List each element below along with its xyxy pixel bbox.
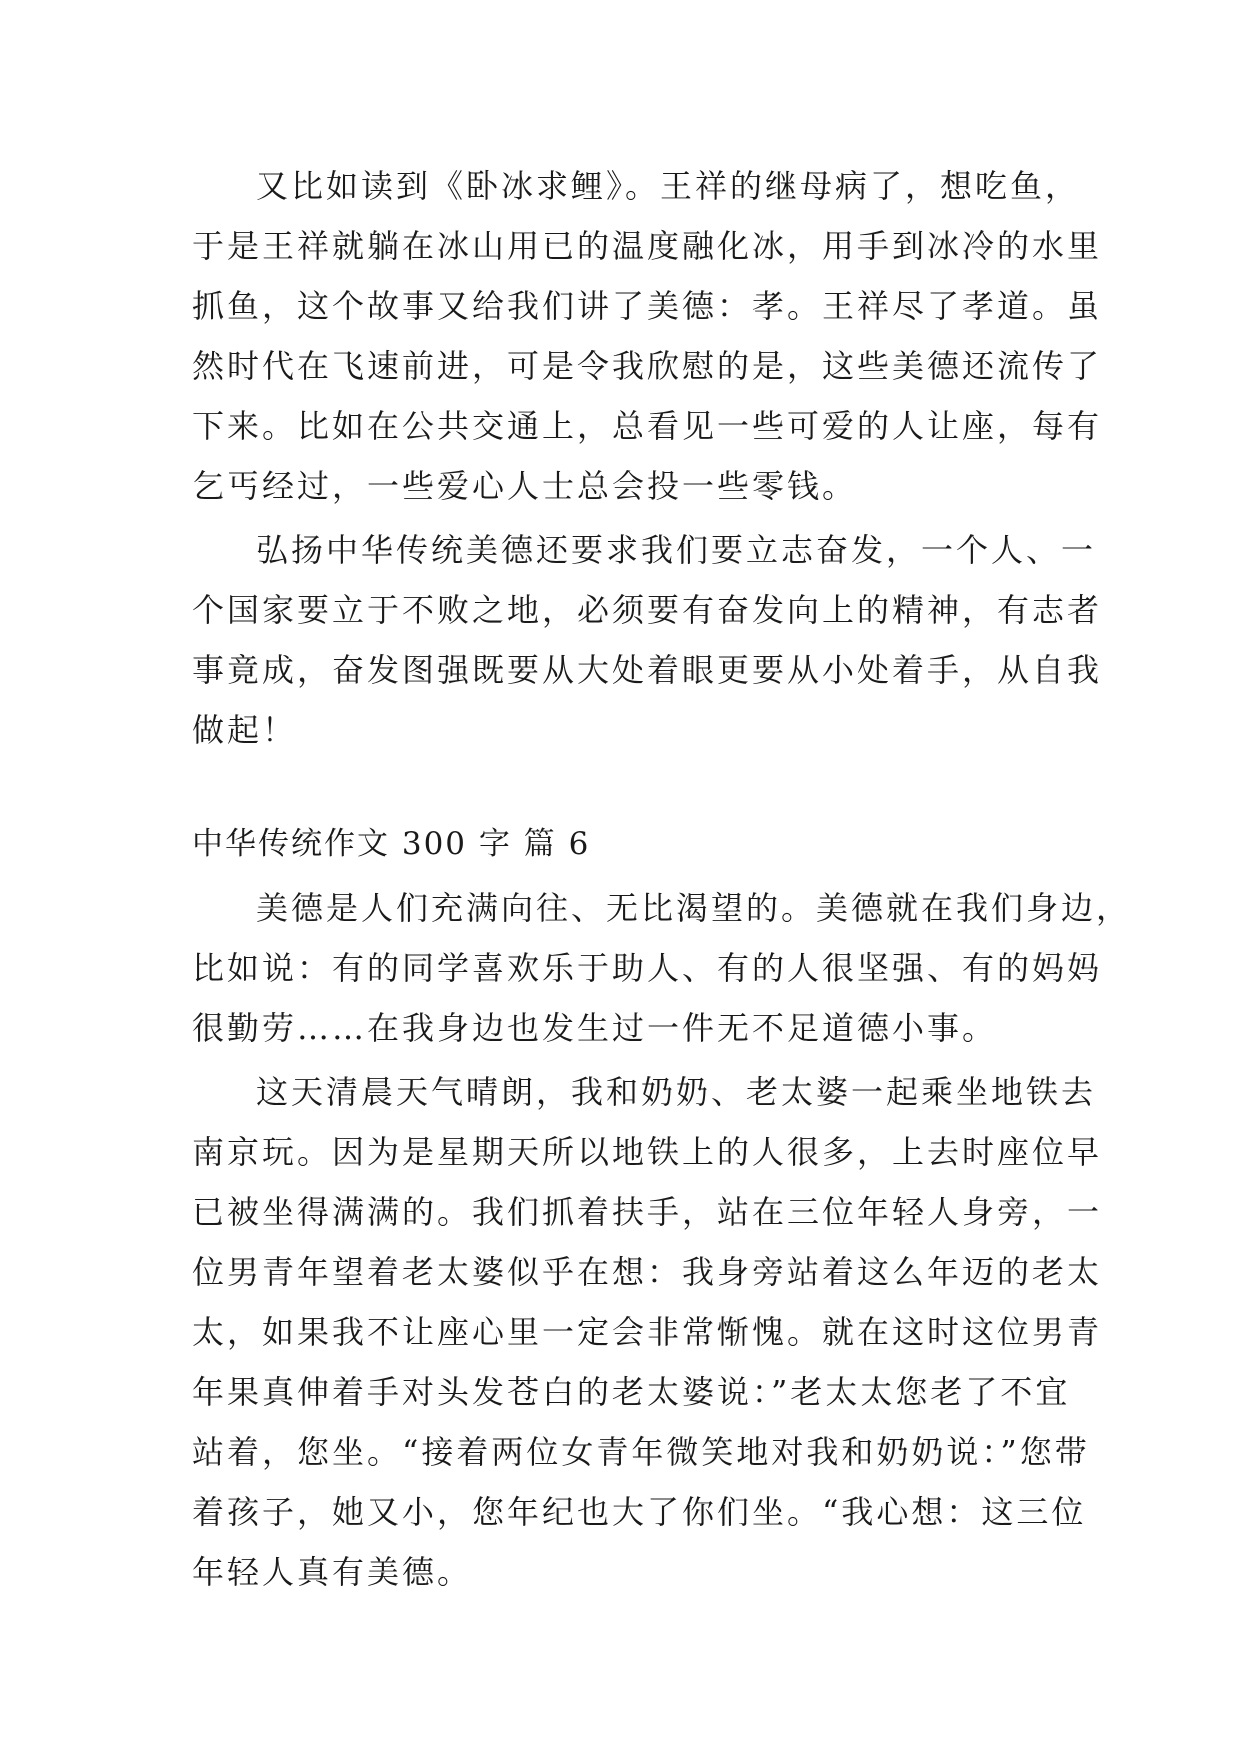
paragraph-line: 位男青年望着老太婆似乎在想：我身旁站着这么年迈的老太 [192,1253,1103,1291]
paragraph-line: 比如说：有的同学喜欢乐于助人、有的人很坚强、有的妈妈 [192,949,1103,987]
paragraph-line: 个国家要立于不败之地，必须要有奋发向上的精神，有志者 [192,591,1103,629]
paragraph-line: 年轻人真有美德。 [192,1553,473,1591]
paragraph-line: 太，如果我不让座心里一定会非常惭愧。就在这时这位男青 [192,1313,1103,1351]
paragraph-line: 站着，您坐。“接着两位女青年微笑地对我和奶奶说：”您带 [192,1433,1090,1471]
paragraph-line: 很勤劳……在我身边也发生过一件无不足道德小事。 [192,1009,998,1047]
paragraph-line: 弘扬中华传统美德还要求我们要立志奋发，一个人、一 [256,531,1097,569]
paragraph-line: 又比如读到《卧冰求鲤》。王祥的继母病了，想吃鱼， [256,167,1081,205]
paragraph-line: 乞丐经过，一些爱心人士总会投一些零钱。 [192,467,858,505]
paragraph-line: 已被坐得满满的。我们抓着扶手，站在三位年轻人身旁，一 [192,1193,1103,1231]
paragraph-line: 抓鱼，这个故事又给我们讲了美德：孝。王祥尽了孝道。虽 [192,287,1103,325]
paragraph-line: 做起！ [192,711,298,749]
paragraph-line: 于是王祥就躺在冰山用已的温度融化冰，用手到冰冷的水里 [192,227,1103,265]
paragraph-line: 下来。比如在公共交通上，总看见一些可爱的人让座，每有 [192,407,1103,445]
paragraph-line: 这天清晨天气晴朗，我和奶奶、老太婆一起乘坐地铁去 [256,1073,1097,1111]
paragraph-line: 美德是人们充满向往、无比渴望的。美德就在我们身边， [256,889,1132,927]
paragraph-line: 然时代在飞速前进，可是令我欣慰的是，这些美德还流传了 [192,347,1103,385]
paragraph-line: 南京玩。因为是星期天所以地铁上的人很多，上去时座位早 [192,1133,1103,1171]
paragraph-line: 年果真伸着手对头发苍白的老太婆说：”老太太您老了不宜 [192,1373,1071,1411]
section-heading: 中华传统作文 300 字 篇 6 [192,826,591,862]
paragraph-line: 事竟成，奋发图强既要从大处着眼更要从小处着手，从自我 [192,651,1103,689]
paragraph-line: 着孩子，她又小，您年纪也大了你们坐。“我心想：这三位 [192,1493,1087,1531]
